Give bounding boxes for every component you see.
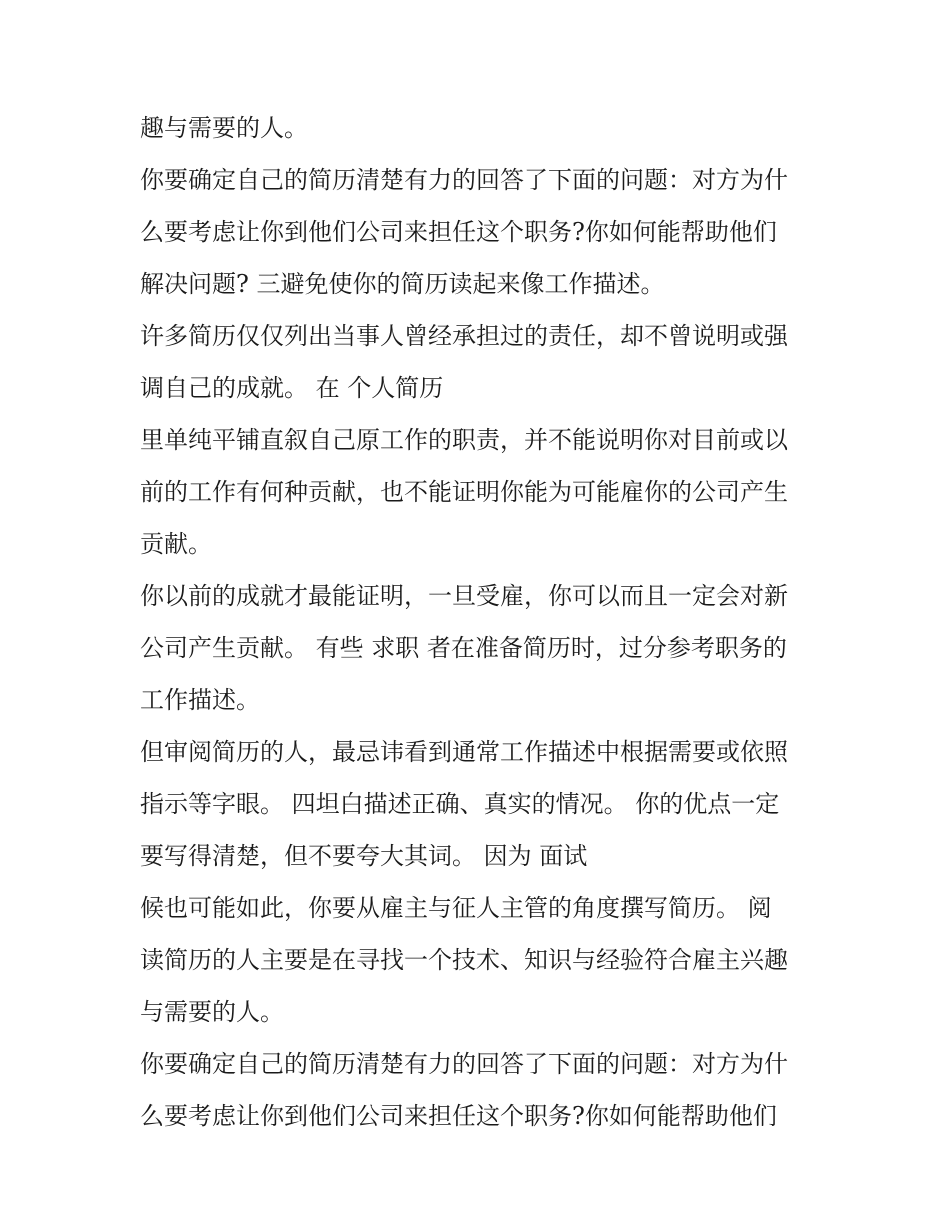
- text-line: 你以前的成就才最能证明，一旦受雇，你可以而且一定会对新: [140, 582, 788, 610]
- text-line: 工作描述。: [140, 686, 260, 714]
- text-line: 调自己的成就。 在 个人简历: [140, 374, 444, 402]
- text-line: 么要考虑让你到他们公司来担任这个职务?你如何能帮助他们: [140, 1102, 777, 1130]
- text-line: 要写得清楚，但不要夸大其词。 因为 面试: [140, 842, 588, 870]
- text-line: 但审阅简历的人，最忌讳看到通常工作描述中根据需要或依照: [140, 738, 788, 766]
- text-line: 指示等字眼。 四坦白描述正确、真实的情况。 你的优点一定: [140, 790, 780, 818]
- text-line: 公司产生贡献。 有些 求职 者在准备简历时，过分参考职务的: [140, 634, 787, 662]
- text-line: 解决问题? 三避免使你的简历读起来像工作描述。: [140, 270, 665, 298]
- text-line: 你要确定自己的简历清楚有力的回答了下面的问题：对方为什: [140, 166, 788, 194]
- text-line: 贡献。: [140, 530, 212, 558]
- text-line: 趣与需要的人。: [140, 114, 308, 142]
- text-line: 候也可能如此，你要从雇主与征人主管的角度撰写简历。 阅: [140, 894, 772, 922]
- text-line: 么要考虑让你到他们公司来担任这个职务?你如何能帮助他们: [140, 218, 777, 246]
- text-line: 前的工作有何种贡献，也不能证明你能为可能雇你的公司产生: [140, 478, 788, 506]
- text-line: 许多简历仅仅列出当事人曾经承担过的责任，却不曾说明或强: [140, 322, 788, 350]
- text-line: 读简历的人主要是在寻找一个技术、知识与经验符合雇主兴趣: [140, 946, 788, 974]
- text-line: 你要确定自己的简历清楚有力的回答了下面的问题：对方为什: [140, 1050, 788, 1078]
- text-line: 里单纯平铺直叙自己原工作的职责，并不能说明你对目前或以: [140, 426, 788, 454]
- document-body: [140, 102, 820, 1142]
- text-line: 与需要的人。: [140, 998, 284, 1026]
